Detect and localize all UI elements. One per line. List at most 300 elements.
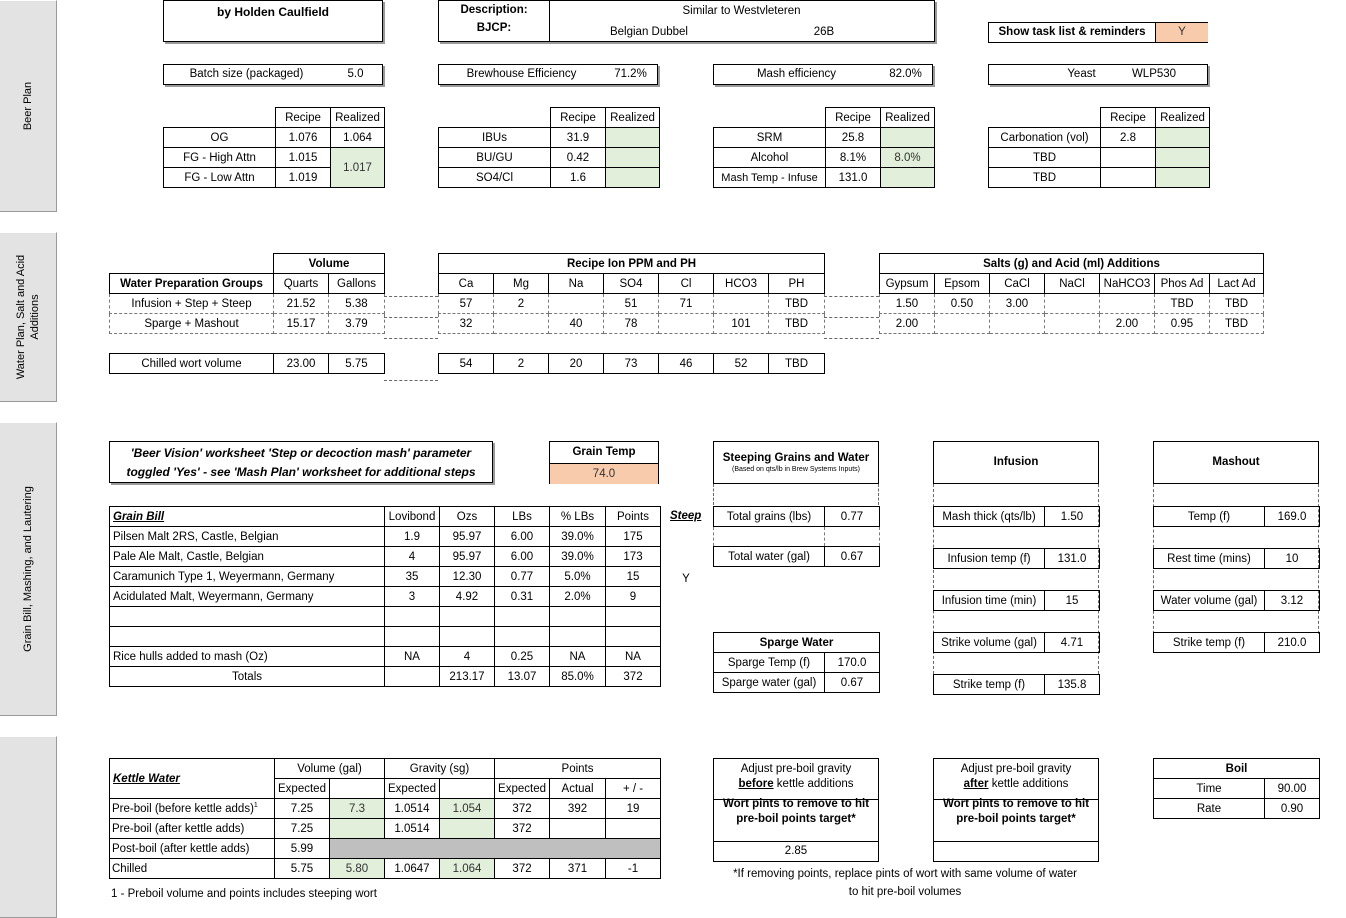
rice-hulls-label: Rice hulls added to mash (Oz)	[110, 647, 385, 667]
grain-lbs: 6.00	[495, 547, 550, 567]
totals-row	[110, 667, 661, 687]
ion-cell: 52	[714, 354, 769, 374]
adjust-before-line-1: Adjust pre-boil gravity	[740, 763, 852, 775]
ion-header: Recipe Ion PPM and PH	[439, 254, 825, 274]
fg-high-recipe: 1.015	[276, 148, 331, 168]
totals-label: Totals	[110, 667, 385, 687]
water-volume-label: Water volume (gal)	[1154, 591, 1265, 611]
infusion-gallons: 5.38	[329, 294, 385, 314]
grain-points: 173	[606, 547, 661, 567]
chilled-pts-diff: -1	[606, 859, 661, 879]
mashout-box	[1153, 441, 1319, 484]
chilled-pts-actual: 371	[550, 859, 606, 879]
adjust-before-value: 2.85	[713, 841, 879, 862]
salt-cell[interactable]: TBD	[1155, 294, 1210, 314]
ion-cell	[659, 314, 714, 334]
salt-cell[interactable]	[1100, 294, 1155, 314]
srm-realized[interactable]	[881, 128, 935, 148]
so4cl-recipe: 1.6	[551, 168, 606, 188]
postboil-vol-expected: 5.99	[275, 839, 330, 859]
grain-points: 9	[606, 587, 661, 607]
brewhouse-efficiency-value[interactable]: 71.2%	[614, 68, 647, 80]
mash-note-line-2: toggled 'Yes' - see 'Mash Plan' worksheet for additional steps	[126, 465, 476, 479]
quarts-header: Quarts	[274, 274, 329, 294]
grain-bill-header: Grain Bill	[110, 507, 385, 527]
adjust-before-wort-label-2: pre-boil points target*	[736, 813, 856, 825]
side-tab-water-plan[interactable]: Water Plan, Salt and Acid Additions	[0, 232, 57, 402]
grain-ozs: 12.30	[440, 567, 495, 587]
carbonation-label: Carbonation (vol)	[989, 128, 1101, 148]
steeping-subtitle: (Based on qts/lb in Brew Systems Inputs)	[732, 466, 860, 473]
ion-col-hco3: HCO3	[714, 274, 769, 294]
grain-name: Acidulated Malt, Weyermann, Germany	[110, 587, 385, 607]
salt-cell[interactable]	[1045, 314, 1100, 334]
og-realized[interactable]: 1.064	[331, 128, 385, 148]
fg-realized[interactable]: 1.017	[331, 148, 385, 188]
rice-lbs: 0.25	[495, 647, 550, 667]
recipe-header: Recipe	[1101, 108, 1156, 128]
kettle-water-header: Kettle Water	[110, 759, 275, 799]
og-recipe: 1.076	[276, 128, 331, 148]
ibu-realized[interactable]	[606, 128, 660, 148]
bjcp-label: BJCP:	[476, 22, 512, 34]
table-row[interactable]	[110, 527, 661, 547]
preboil-before-pts-diff: 19	[606, 799, 661, 819]
table-row[interactable]	[110, 567, 661, 587]
adjust-note: *If removing points, replace pints of wort with same volume of water to hit pre-boil volumes	[733, 868, 1077, 898]
bugu-label: BU/GU	[439, 148, 551, 168]
srm-label: SRM	[714, 128, 826, 148]
grain-name: Pilsen Malt 2RS, Castle, Belgian	[110, 527, 385, 547]
ion-col-ca: Ca	[439, 274, 494, 294]
gallons-header: Gallons	[329, 274, 385, 294]
volume-header: Volume	[274, 254, 385, 274]
salt-col-epsom: Epsom	[935, 274, 990, 294]
mash-temp-realized[interactable]	[881, 168, 935, 188]
chilled-wort-label: Chilled wort volume	[110, 354, 274, 374]
preboil-after-vol-expected: 7.25	[275, 819, 330, 839]
preboil-before-pts-expected: 372	[495, 799, 550, 819]
sparge-quarts: 15.17	[274, 314, 329, 334]
batch-size-value[interactable]: 5.0	[347, 68, 364, 80]
side-tab-boil[interactable]	[0, 736, 57, 918]
salt-col-nacl: NaCl	[1045, 274, 1100, 294]
pts-actual-header: Actual	[550, 779, 606, 799]
points-header: Points	[606, 507, 661, 527]
tbd-realized-1[interactable]	[1156, 148, 1210, 168]
mashout-row-3	[1153, 590, 1320, 611]
yeast-value[interactable]: WLP530	[1131, 68, 1177, 80]
mash-note-box	[109, 441, 493, 483]
total-grains-value: 0.77	[825, 507, 880, 527]
total-grains-label: Total grains (lbs)	[714, 507, 825, 527]
ion-cell	[494, 314, 549, 334]
style-value[interactable]: Belgian Dubbel	[609, 26, 688, 38]
mash-thick-value[interactable]: 1.50	[1045, 507, 1100, 527]
mash-note-line-1: 'Beer Vision' worksheet 'Step or decoction mash' parameter	[130, 446, 472, 460]
description-label: Description:	[460, 4, 528, 16]
infusion-quarts: 21.52	[274, 294, 329, 314]
preboil-after-vol-actual[interactable]	[330, 819, 385, 839]
table-row	[110, 819, 661, 839]
ion-cell	[714, 294, 769, 314]
tbd-label-2: TBD	[989, 168, 1101, 188]
preboil-after-pts-expected: 372	[495, 819, 550, 839]
chilled-pts-expected: 372	[495, 859, 550, 879]
salt-col-lact: Lact Ad	[1210, 274, 1264, 294]
grain-pct: 39.0%	[550, 527, 606, 547]
carbonation-realized[interactable]	[1156, 128, 1210, 148]
mashout-row-1	[1153, 506, 1320, 527]
ion-cell: 2	[494, 354, 549, 374]
ion-cell: 78	[604, 314, 659, 334]
ion-cell: TBD	[769, 314, 825, 334]
ion-col-mg: Mg	[494, 274, 549, 294]
alcohol-recipe: 8.1%	[826, 148, 881, 168]
task-list-value[interactable]: Y	[1155, 23, 1208, 42]
mashout-strike-temp-value: 210.0	[1265, 633, 1320, 653]
batch-size-label: Batch size (packaged)	[189, 68, 304, 80]
recipe-header: Recipe	[826, 108, 881, 128]
fg-low-recipe: 1.019	[276, 168, 331, 188]
mashout-temp-label: Temp (f)	[1154, 507, 1265, 527]
total-water-value: 0.67	[825, 547, 880, 567]
strike-volume-label: Strike volume (gal)	[934, 633, 1045, 653]
alcohol-realized[interactable]: 8.0%	[881, 148, 935, 168]
grain-lovibond: 35	[385, 567, 440, 587]
rice-lovibond: NA	[385, 647, 440, 667]
ozs-header: Ozs	[440, 507, 495, 527]
adjust-after-line-2: after kettle additions	[963, 778, 1069, 790]
preboil-after-grav-actual[interactable]	[440, 819, 495, 839]
ion-col-so4: SO4	[604, 274, 659, 294]
yeast-label: Yeast	[1067, 68, 1096, 80]
salt-cell[interactable]: TBD	[1210, 314, 1264, 334]
sparge-temp-label: Sparge Temp (f)	[714, 653, 825, 673]
lovibond-header: Lovibond	[385, 507, 440, 527]
salt-col-cacl: CaCl	[990, 274, 1045, 294]
grain-pct: 2.0%	[550, 587, 606, 607]
infusion-time-value[interactable]: 15	[1045, 591, 1100, 611]
pct-lbs-header: % LBs	[550, 507, 606, 527]
total-water-label: Total water (gal)	[714, 547, 825, 567]
ion-cell: 32	[439, 314, 494, 334]
style-code-value[interactable]: 26B	[813, 26, 835, 38]
postboil-grayed	[330, 839, 661, 859]
mash-efficiency-label: Mash efficiency	[756, 68, 837, 80]
pts-expected-header: Expected	[495, 779, 550, 799]
salts-header: Salts (g) and Acid (ml) Additions	[880, 254, 1264, 274]
rice-pct: NA	[550, 647, 606, 667]
grain-temp-label: Grain Temp	[572, 446, 636, 458]
infusion-row-5	[933, 674, 1100, 695]
tbd-recipe-1	[1101, 148, 1156, 168]
infusion-strike-temp-label: Strike temp (f)	[934, 675, 1045, 695]
rice-points: NA	[606, 647, 661, 667]
bugu-recipe: 0.42	[551, 148, 606, 168]
mash-efficiency-box	[713, 64, 933, 85]
chilled-grav-actual[interactable]: 1.064	[440, 859, 495, 879]
boil-time-label: Time	[1154, 779, 1265, 799]
side-tab-beer-plan[interactable]: Beer Plan	[0, 0, 57, 212]
task-list-toggle	[988, 22, 1208, 43]
boil-table	[1153, 758, 1320, 819]
totals-lbs: 13.07	[495, 667, 550, 687]
points-header: Points	[495, 759, 661, 779]
preboil-before-vol-actual[interactable]: 7.3	[330, 799, 385, 819]
grain-lovibond: 4	[385, 547, 440, 567]
description-value[interactable]: Similar to Westvleteren	[682, 5, 801, 17]
water-groups-header: Water Preparation Groups	[110, 274, 274, 294]
salt-cell[interactable]	[990, 314, 1045, 334]
boil-time-value[interactable]: 90.00	[1265, 779, 1320, 799]
ion-cell: 40	[549, 314, 604, 334]
rice-ozs: 4	[440, 647, 495, 667]
ion-cell: TBD	[769, 354, 825, 374]
recipe-header: Recipe	[276, 108, 331, 128]
ion-table	[438, 253, 825, 374]
infusion-temp-label: Infusion temp (f)	[934, 549, 1045, 569]
steeping-table	[713, 506, 880, 567]
description-box	[438, 0, 935, 42]
ion-cell: 46	[659, 354, 714, 374]
batch-size-box	[163, 64, 383, 85]
ion-cell: 73	[604, 354, 659, 374]
steeping-box	[713, 441, 879, 484]
ion-cell	[549, 294, 604, 314]
og-label: OG	[164, 128, 276, 148]
tbd-label-1: TBD	[989, 148, 1101, 168]
salt-cell[interactable]	[935, 314, 990, 334]
ion-cell: 57	[439, 294, 494, 314]
boil-rate-label: Rate	[1154, 799, 1265, 819]
infusion-temp-value: 131.0	[1045, 549, 1100, 569]
strike-volume-value: 4.71	[1045, 633, 1100, 653]
tbd-realized-2[interactable]	[1156, 168, 1210, 188]
preboil-before-grav-expected: 1.0514	[385, 799, 440, 819]
ion-cell: 71	[659, 294, 714, 314]
task-list-label: Show task list & reminders	[998, 26, 1146, 38]
gravity-table	[163, 107, 385, 188]
adjust-after-wort-label-1: Wort pints to remove to hit	[942, 798, 1090, 810]
salt-cell[interactable]	[1045, 294, 1100, 314]
mashout-strike-temp-label: Strike temp (f)	[1154, 633, 1265, 653]
steeping-title: Steeping Grains and Water	[722, 452, 870, 464]
grain-lovibond: 3	[385, 587, 440, 607]
chilled-gallons: 5.75	[329, 354, 385, 374]
grain-pct: 5.0%	[550, 567, 606, 587]
ion-col-na: Na	[549, 274, 604, 294]
rest-time-label: Rest time (mins)	[1154, 549, 1265, 569]
preboil-after-pts-diff	[606, 819, 661, 839]
ion-cell: 54	[439, 354, 494, 374]
author-box	[163, 0, 383, 42]
postboil-label: Post-boil (after kettle adds)	[110, 839, 275, 859]
so4cl-label: SO4/Cl	[439, 168, 551, 188]
sparge-table	[713, 632, 880, 693]
mash-temp-recipe: 131.0	[826, 168, 881, 188]
infusion-step-steep-label: Infusion + Step + Steep	[110, 294, 274, 314]
srm-recipe: 25.8	[826, 128, 881, 148]
realized-header: Realized	[881, 108, 935, 128]
chilled-vol-expected: 5.75	[275, 859, 330, 879]
ibu-recipe: 31.9	[551, 128, 606, 148]
brewhouse-efficiency-box	[438, 64, 658, 85]
realized-header: Realized	[1156, 108, 1210, 128]
grain-points: 175	[606, 527, 661, 547]
sparge-mashout-label: Sparge + Mashout	[110, 314, 274, 334]
grain-pct: 39.0%	[550, 547, 606, 567]
water-volume-value: 3.12	[1265, 591, 1320, 611]
grain-temp-box	[549, 441, 659, 484]
sparge-temp-value[interactable]: 170.0	[825, 653, 880, 673]
infusion-box	[933, 441, 1099, 484]
water-volume-table	[109, 253, 385, 374]
kettle-footnote: 1 - Preboil volume and points includes steeping wort	[111, 888, 377, 900]
fg-low-label: FG - Low Attn	[164, 168, 276, 188]
salt-cell[interactable]: 2.00	[880, 314, 935, 334]
mashout-row-2	[1153, 548, 1320, 569]
chilled-vol-actual[interactable]: 5.80	[330, 859, 385, 879]
boil-rate-value[interactable]: 0.90	[1265, 799, 1320, 819]
sparge-water-label: Sparge water (gal)	[714, 673, 825, 693]
adjust-after-line-1: Adjust pre-boil gravity	[960, 763, 1072, 775]
mashout-temp-value[interactable]: 169.0	[1265, 507, 1320, 527]
mash-efficiency-value[interactable]: 82.0%	[889, 68, 922, 80]
ion-cell: 101	[714, 314, 769, 334]
steep-flag[interactable]: Y	[682, 573, 690, 585]
yeast-box	[988, 64, 1208, 85]
boil-title: Boil	[1154, 759, 1320, 779]
realized-header: Realized	[606, 108, 660, 128]
mashout-title: Mashout	[1212, 456, 1260, 468]
preboil-before-vol-expected: 7.25	[275, 799, 330, 819]
fg-high-label: FG - High Attn	[164, 148, 276, 168]
infusion-time-label: Infusion time (min)	[934, 591, 1045, 611]
chilled-quarts: 23.00	[274, 354, 329, 374]
salt-col-nahco3: NaHCO3	[1100, 274, 1155, 294]
salt-cell[interactable]: 2.00	[1100, 314, 1155, 334]
preboil-before-label: Pre-boil (before kettle adds)$^1$	[110, 799, 275, 819]
carbonation-recipe: 2.8	[1101, 128, 1156, 148]
tbd-recipe-2	[1101, 168, 1156, 188]
carbonation-table	[988, 107, 1210, 188]
vol-expected-header: Expected	[275, 779, 330, 799]
ion-col-ph: PH	[769, 274, 825, 294]
kettle-table	[109, 758, 661, 879]
table-row[interactable]	[110, 547, 661, 567]
adjust-after-box	[933, 758, 1099, 842]
pts-plusminus-header: + / -	[606, 779, 661, 799]
sparge-gallons: 3.79	[329, 314, 385, 334]
salt-cell[interactable]: 1.50	[880, 294, 935, 314]
table-row	[110, 839, 661, 859]
lbs-header: LBs	[495, 507, 550, 527]
infusion-row-2	[933, 548, 1100, 569]
infusion-row-4	[933, 632, 1100, 653]
salt-cell[interactable]: TBD	[1210, 294, 1264, 314]
grain-ozs: 95.97	[440, 527, 495, 547]
grain-lovibond: 1.9	[385, 527, 440, 547]
ion-cell: 20	[549, 354, 604, 374]
salts-table	[879, 253, 1264, 334]
so4cl-realized[interactable]	[606, 168, 660, 188]
grain-bill-table	[109, 506, 661, 687]
infusion-title: Infusion	[993, 456, 1039, 468]
adjust-before-line-2: before kettle additions	[738, 778, 854, 790]
totals-points: 372	[606, 667, 661, 687]
grain-lbs: 0.31	[495, 587, 550, 607]
salt-cell[interactable]: 0.95	[1155, 314, 1210, 334]
rice-hulls-row[interactable]	[110, 647, 661, 667]
grain-temp-value[interactable]: 74.0	[550, 463, 658, 484]
ion-cell: 2	[494, 294, 549, 314]
ibu-label: IBUs	[439, 128, 551, 148]
realized-header: Realized	[331, 108, 385, 128]
sparge-title: Sparge Water	[714, 633, 880, 653]
alcohol-label: Alcohol	[714, 148, 826, 168]
preboil-after-grav-expected: 1.0514	[385, 819, 440, 839]
mash-thick-label: Mash thick (qts/lb)	[934, 507, 1045, 527]
adjust-before-wort-label-1: Wort pints to remove to hit	[722, 798, 870, 810]
brewhouse-efficiency-label: Brewhouse Efficiency	[466, 68, 577, 80]
rest-time-value[interactable]: 10	[1265, 549, 1320, 569]
steep-header: Steep	[670, 510, 702, 522]
salt-col-phos: Phos Ad	[1155, 274, 1210, 294]
salt-cell[interactable]: 0.50	[935, 294, 990, 314]
chilled-label: Chilled	[110, 859, 275, 879]
infusion-row-1	[933, 506, 1100, 527]
adjust-after-value	[933, 841, 1099, 862]
adjust-after-wort-label-2: pre-boil points target*	[956, 813, 1076, 825]
bugu-realized[interactable]	[606, 148, 660, 168]
preboil-after-pts-actual	[550, 819, 606, 839]
grain-ozs: 4.92	[440, 587, 495, 607]
table-row	[110, 799, 661, 819]
salt-cell[interactable]: 3.00	[990, 294, 1045, 314]
grain-lbs: 0.77	[495, 567, 550, 587]
adjust-before-box	[713, 758, 879, 842]
ion-cell: TBD	[769, 294, 825, 314]
srm-table	[713, 107, 935, 188]
grain-points: 15	[606, 567, 661, 587]
gravity-sg-header: Gravity (sg)	[385, 759, 495, 779]
ion-cell: 51	[604, 294, 659, 314]
ibu-table	[438, 107, 660, 188]
infusion-strike-temp-value: 135.8	[1045, 675, 1100, 695]
grain-name: Caramunich Type 1, Weyermann, Germany	[110, 567, 385, 587]
sparge-water-value: 0.67	[825, 673, 880, 693]
recipe-header: Recipe	[551, 108, 606, 128]
mashout-row-4	[1153, 632, 1320, 653]
side-tab-grain-bill[interactable]: Grain Bill, Mashing, and Lautering	[0, 422, 57, 716]
table-row[interactable]	[110, 587, 661, 607]
totals-pct: 85.0%	[550, 667, 606, 687]
chilled-grav-expected: 1.0647	[385, 859, 440, 879]
preboil-before-pts-actual: 392	[550, 799, 606, 819]
preboil-before-grav-actual[interactable]: 1.054	[440, 799, 495, 819]
author-name: by Holden Caulfield	[216, 5, 329, 19]
grain-name: Pale Ale Malt, Castle, Belgian	[110, 547, 385, 567]
salt-col-gypsum: Gypsum	[880, 274, 935, 294]
totals-ozs: 213.17	[440, 667, 495, 687]
grain-lbs: 6.00	[495, 527, 550, 547]
grain-ozs: 95.97	[440, 547, 495, 567]
grav-expected-header: Expected	[385, 779, 440, 799]
mash-temp-label: Mash Temp - Infuse	[714, 168, 826, 188]
volume-gal-header: Volume (gal)	[275, 759, 385, 779]
preboil-after-label: Pre-boil (after kettle adds)	[110, 819, 275, 839]
